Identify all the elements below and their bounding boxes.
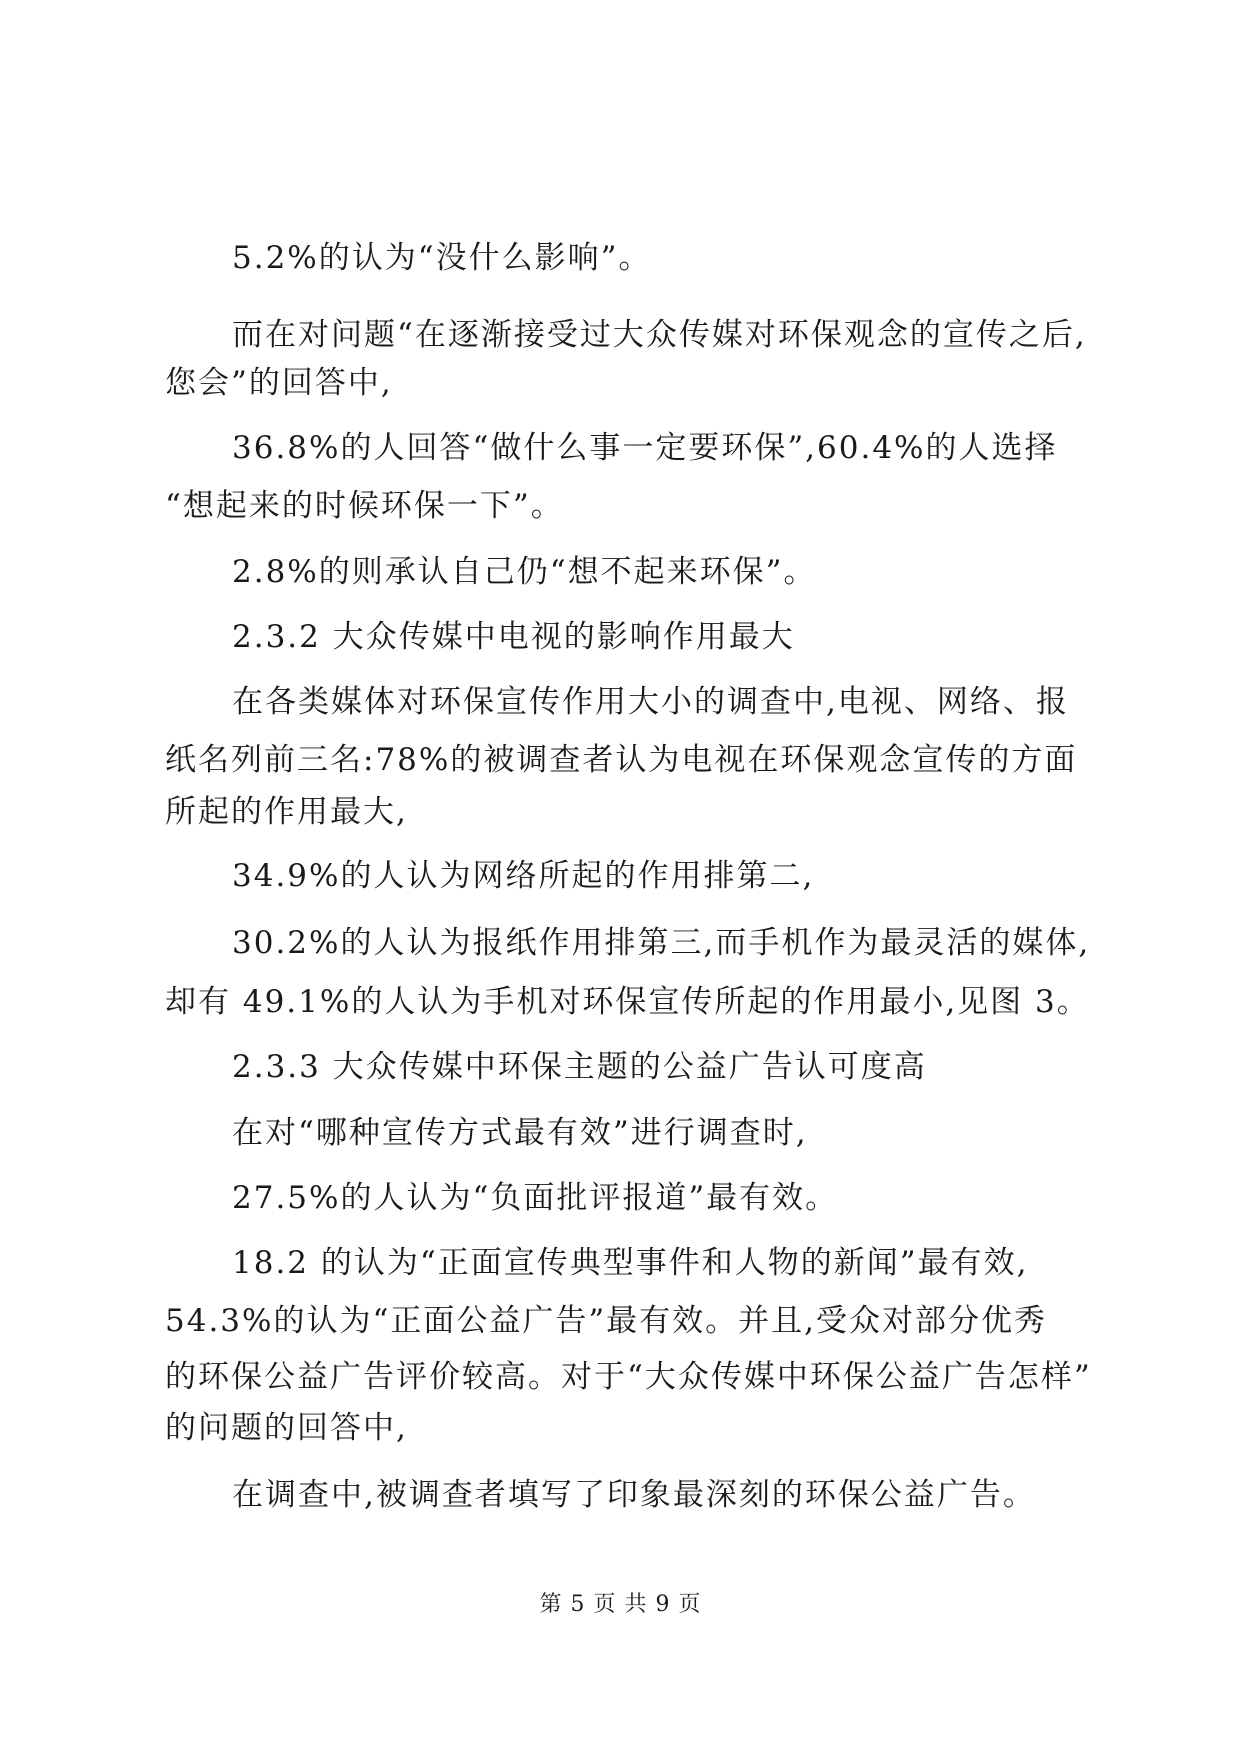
paragraph-line: 30.2%的人认为报纸作用排第三,而手机作为最灵活的媒体, <box>232 925 1091 961</box>
paragraph-line: 18.2 的认为“正面宣传典型事件和人物的新闻”最有效, <box>232 1245 1029 1281</box>
paragraph-line: 所起的作用最大, <box>165 794 408 830</box>
paragraph-line: 而在对问题“在逐渐接受过大众传媒对环保观念的宣传之后, <box>232 317 1087 353</box>
paragraph-line: 在调查中,被调查者填写了印象最深刻的环保公益广告。 <box>232 1477 1036 1513</box>
paragraph-line: 的问题的回答中, <box>165 1410 408 1446</box>
paragraph-line: 在各类媒体对环保宣传作用大小的调查中,电视、网络、报 <box>232 684 1069 720</box>
page-footer: 第 5 页 共 9 页 <box>539 1592 702 1617</box>
paragraph-line: “想起来的时候环保一下”。 <box>165 488 564 524</box>
paragraph-line: 在对“哪种宣传方式最有效”进行调查时, <box>232 1115 808 1151</box>
paragraph-line: 却有 49.1%的人认为手机对环保宣传所起的作用最小,见图 3。 <box>165 984 1090 1020</box>
paragraph-line: 的环保公益广告评价较高。对于“大众传媒中环保公益广告怎样” <box>165 1359 1092 1395</box>
paragraph-line: 纸名列前三名:78%的被调查者认为电视在环保观念宣传的方面 <box>165 742 1078 778</box>
paragraph-line: 34.9%的人认为网络所起的作用排第二, <box>232 858 815 894</box>
paragraph-line: 36.8%的人回答“做什么事一定要环保”,60.4%的人选择 <box>232 430 1058 466</box>
paragraph-line: 您会”的回答中, <box>165 365 393 401</box>
paragraph-line: 5.2%的认为“没什么影响”。 <box>232 240 652 276</box>
section-heading: 2.3.3 大众传媒中环保主题的公益广告认可度高 <box>232 1049 927 1085</box>
paragraph-line: 27.5%的人认为“负面批评报道”最有效。 <box>232 1180 839 1216</box>
paragraph-line: 54.3%的认为“正面公益广告”最有效。并且,受众对部分优秀 <box>165 1303 1048 1339</box>
section-heading: 2.3.2 大众传媒中电视的影响作用最大 <box>232 619 795 655</box>
paragraph-line: 2.8%的则承认自己仍“想不起来环保”。 <box>232 554 817 590</box>
